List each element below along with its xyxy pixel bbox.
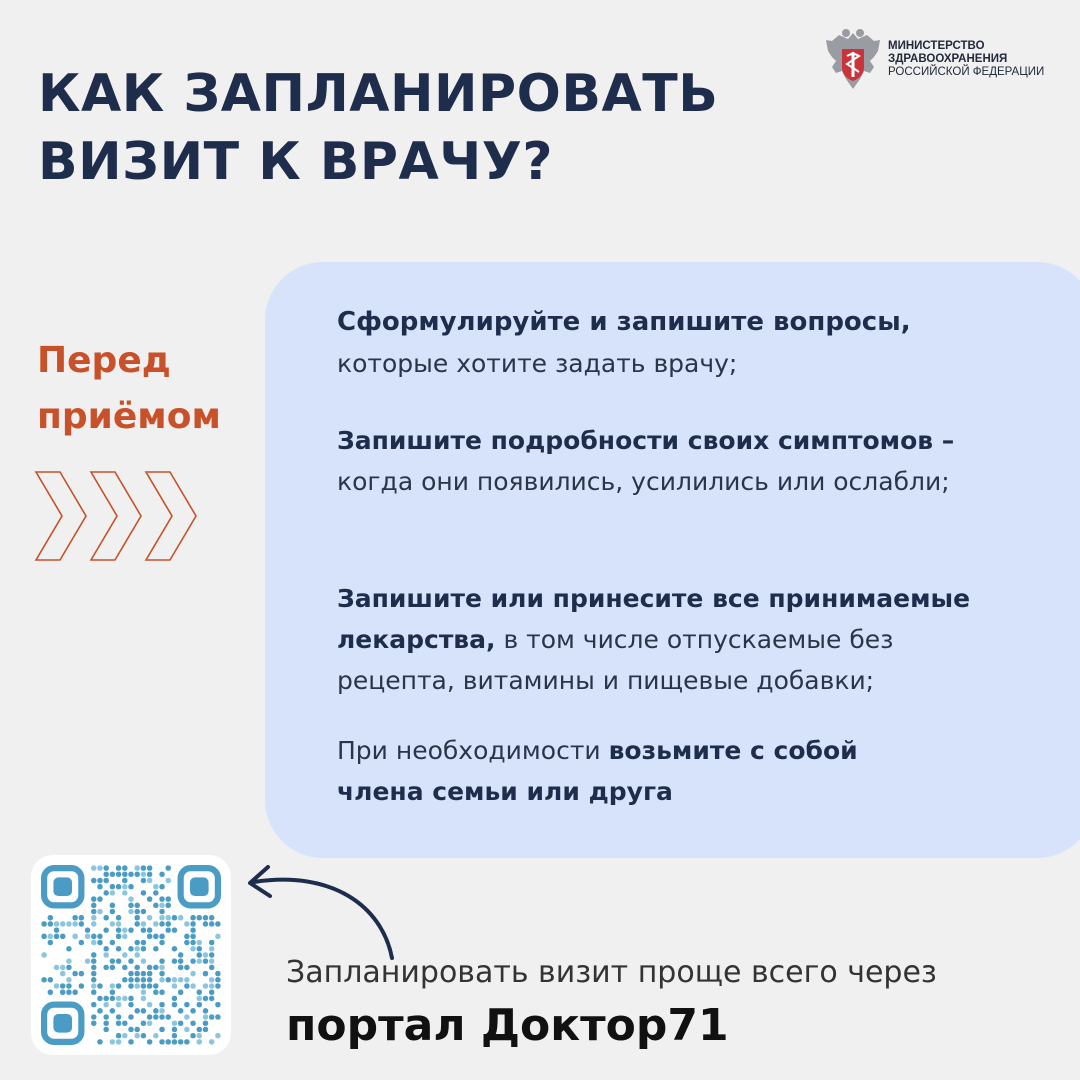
logo-line-3: РОССИЙСКОЙ ФЕДЕРАЦИИ xyxy=(888,66,1045,78)
section-label-line-1: Перед xyxy=(37,340,171,381)
tip-4-bold-line-2: члена семьи или друга xyxy=(337,777,673,806)
curved-arrow-icon xyxy=(236,858,406,962)
section-label xyxy=(37,333,221,445)
logo-line-2: ЗДРАВООХРАНЕНИЯ xyxy=(888,53,1008,65)
portal-caption: Запланировать визит проще всего через xyxy=(286,955,937,990)
tip-item xyxy=(337,578,970,701)
chevrons-right-icon xyxy=(34,469,206,563)
qr-card[interactable] xyxy=(31,855,231,1055)
tip-2-text: когда они появились, усилились или ослабли; xyxy=(337,467,950,496)
portal-name[interactable]: портал Доктор71 xyxy=(286,1000,729,1051)
title-line-2: ВИЗИТ К ВРАЧУ? xyxy=(38,132,554,192)
tip-3-text-line-2: в том числе отпускаемые без xyxy=(495,625,894,654)
tip-4-line-1 xyxy=(337,730,858,771)
tip-item xyxy=(337,302,911,384)
ministry-logo-text xyxy=(888,40,1044,79)
logo-line-1: МИНИСТЕРСТВО xyxy=(888,40,985,52)
tip-item xyxy=(337,420,954,502)
title-line-1: КАК ЗАПЛАНИРОВАТЬ xyxy=(38,64,719,124)
section-label-line-2: приёмом xyxy=(37,396,221,437)
tip-4-text-line-1: При необходимости xyxy=(337,736,609,765)
tip-4-bold-line-1: возьмите с собой xyxy=(608,736,858,765)
tip-3-line-2 xyxy=(337,619,970,660)
tip-3-text-line-3: рецепта, витамины и пищевые добавки; xyxy=(337,666,875,695)
page-title xyxy=(38,60,718,196)
tip-2-bold: Запишите подробности своих симптомов – xyxy=(337,426,955,455)
tip-1-bold: Сформулируйте и запишите вопросы, xyxy=(337,307,911,337)
tip-item xyxy=(337,730,858,812)
tip-1-text: которые хотите задать врачу; xyxy=(337,349,738,378)
tip-3-bold-line-1: Запишите или принесите все принимаемые xyxy=(337,584,971,613)
tip-3-bold-line-2: лекарства, xyxy=(337,625,496,654)
qr-code-icon[interactable] xyxy=(41,865,221,1045)
ministry-emblem-icon xyxy=(822,27,884,95)
ministry-logo xyxy=(822,27,1062,97)
